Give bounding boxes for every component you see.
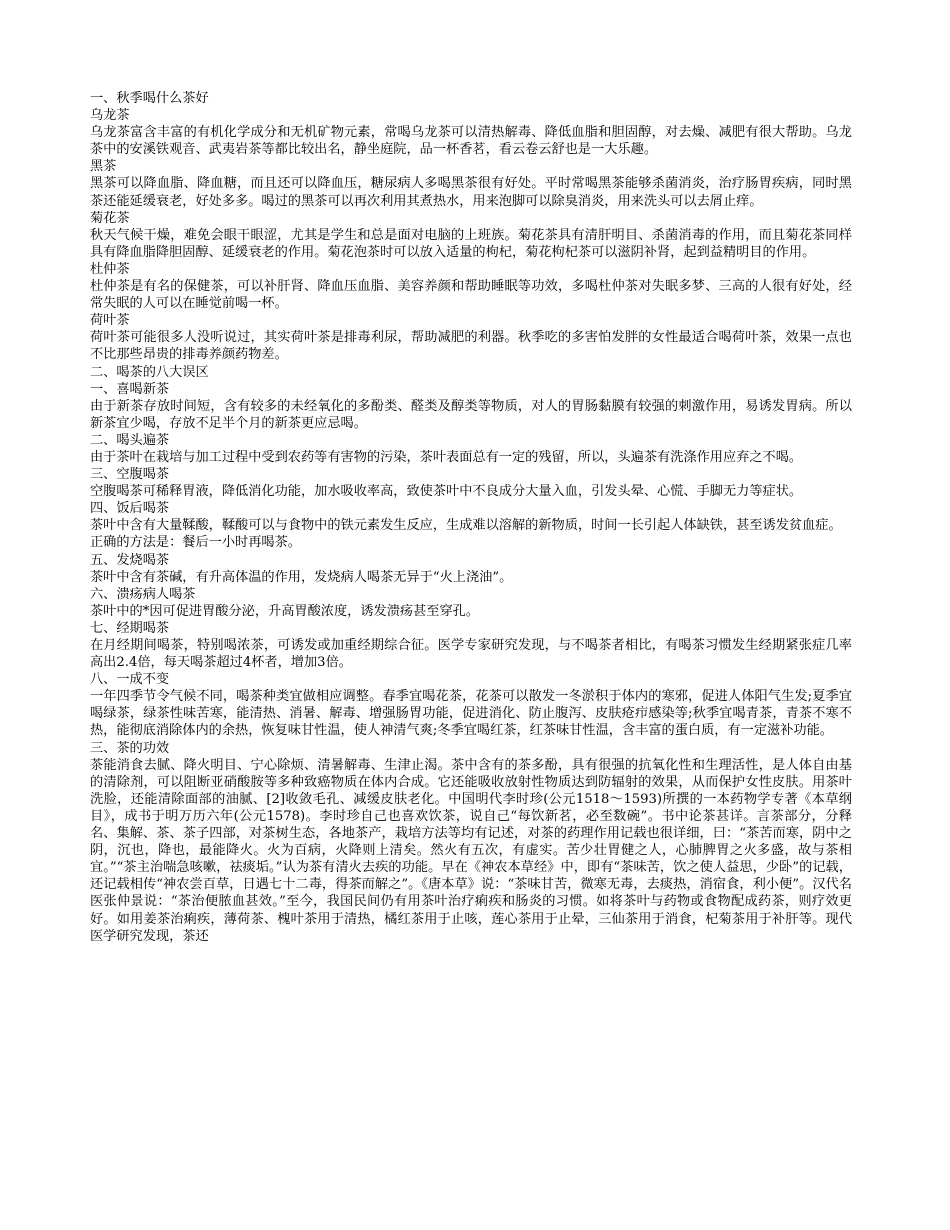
paragraph-after-meal: 茶叶中含有大量鞣酸，鞣酸可以与食物中的铁元素发生反应，生成难以溶解的新物质，时间一长引起人体缺铁，甚至诱发贫血症。: [90, 518, 842, 534]
paragraph-empty-stomach: 空腹喝茶可稀释胃液，降低消化功能，加水吸收率高，致使茶叶中不良成分大量入血，引发头晕、心慌、手脚无力等症状。: [90, 484, 803, 500]
paragraph-fever: 茶叶中含有茶碱，有升高体温的作用，发烧病人喝茶无异于“火上浇油”。: [90, 569, 513, 585]
paragraph-lotus-leaf-tea: 荷叶茶可能很多人没听说过，其实荷叶茶是排毒利尿，帮助减肥的利器。秋季吃的多害怕发胖的女性最适合喝荷叶茶，效果一点也不比那些昂贵的排毒养颜药物差。: [90, 330, 852, 363]
paragraph-eucommia-tea: 杜仲茶是有名的保健茶，可以补肝肾、降血压血脂、美容养颜和帮助睡眠等功效，多喝杜仲茶对失眠多梦、三高的人很有好处，经常失眠的人可以在睡觉前喝一杯。: [90, 279, 852, 312]
subheading-after-meal: 四、饭后喝茶: [90, 501, 170, 517]
section-heading-autumn-tea: 一、秋季喝什么茶好: [90, 91, 209, 106]
subheading-lotus-leaf-tea: 荷叶茶: [90, 313, 130, 329]
paragraph-chrysanthemum-tea: 秋天气候干燥，难免会眼干眼涩，尤其是学生和总是面对电脑的上班族。菊花茶具有清肝明目、杀菌消毒的作用，而且菊花茶同样具有降血脂降胆固醇、延缓衰老的作用。菊花泡茶时可以放入适量的枸杞，菊花枸杞茶可以滋阴补肾，起到益精明目的作用。: [90, 227, 852, 260]
subheading-empty-stomach: 三、空腹喝茶: [90, 467, 170, 483]
paragraph-ulcer: 茶叶中的*因可促进胃酸分泌，升高胃酸浓度，诱发溃疡甚至穿孔。: [90, 603, 480, 619]
subheading-oolong-tea: 乌龙茶: [90, 108, 130, 124]
section-heading-benefits: 三、茶的功效: [90, 740, 170, 756]
subheading-menstrual: 七、经期喝茶: [90, 620, 170, 636]
paragraph-first-brew: 由于茶叶在栽培与加工过程中受到农药等有害物的污染，茶叶表面总有一定的残留，所以，头遍茶有洗涤作用应弃之不喝。: [90, 449, 803, 465]
paragraph-benefits: 茶能消食去腻、降火明目、宁心除烦、清暑解毒、生津止渴。茶中含有的茶多酚，具有很强的抗氧化性和生理活性，是人体自由基的清除剂，可以阻断亚硝酸胺等多种致癌物质在体内合成。它还能吸收放射性物质达到防辐射的效果，从而保护女性皮肤。用茶叶洗脸，还能清除面部的油腻、[2]收敛毛孔、减缓皮肤老化。中国明代李时珍(公元1518～1593)所撰的一本药物学专著《本草纲目》，成书于明万历六年(公元1578)。李时珍自己也喜欢饮茶，说自己“每饮新茗，必至数碗”。书中论茶甚详。言茶部分，分释名、集解、茶、茶子四部，对茶树生态，各地茶产，栽培方法等均有记述，对茶的药理作用记载也很详细，曰：“茶苦而寒，阴中之阴，沉也，降也，最能降火。火为百病，火降则上清矣。然火有五次，有虚实。苦少壮胃健之人，心肺脾胃之火多盛，故与茶相宜。”“茶主治喘急咳嗽，祛痰垢。”认为茶有清火去疾的功能。早在《神农本草经》中，即有“茶味苦，饮之使人益思，少卧”的记载，还记载相传“神农尝百草，日遇七十二毒，得茶而解之”。《唐本草》说：“茶味甘苦，微寒无毒，去痰热，消宿食，利小便”。汉代名医张仲景说：“茶治便脓血甚效。”至今，我国民间仍有用茶叶治疗痢疾和肠炎的习惯。如将茶叶与药物或食物配成药茶，则疗效更好。如用姜茶治痢疾，薄荷茶、槐叶茶用于清热，橘红茶用于止咳，莲心茶用于止晕，三仙茶用于消食，杞菊茶用于补肝等。现代医学研究发现，茶还: [90, 757, 852, 944]
subheading-fever: 五、发烧喝茶: [90, 552, 170, 568]
paragraph-oolong-tea: 乌龙茶富含丰富的有机化学成分和无机矿物元素，常喝乌龙茶可以清热解毒、降低血脂和胆固醇，对去燥、减肥有很大帮助。乌龙茶中的安溪铁观音、武夷岩茶等都比较出名，静坐庭院，品一杯香茗，看云卷云舒也是一大乐趣。: [90, 125, 852, 158]
paragraph-correct-method: 正确的方法是：餐后一小时再喝茶。: [90, 535, 301, 551]
subheading-chrysanthemum-tea: 菊花茶: [90, 210, 130, 226]
section-heading-misconceptions: 二、喝茶的八大误区: [90, 364, 209, 380]
paragraph-menstrual: 在月经期间喝茶，特别喝浓茶，可诱发或加重经期综合征。医学专家研究发现，与不喝茶者相比，有喝茶习惯发生经期紧张症几率高出2.4倍，每天喝茶超过4杯者，增加3倍。: [90, 638, 852, 671]
paragraph-new-tea: 由于新茶存放时间短，含有较多的未经氧化的多酚类、醛类及醇类等物质，对人的胃肠黏膜有较强的刺激作用，易诱发胃病。所以新茶宜少喝，存放不足半个月的新茶更应忌喝。: [90, 398, 852, 431]
document-body: [90, 90, 852, 945]
subheading-dark-tea: 黑茶: [90, 159, 117, 175]
subheading-eucommia-tea: 杜仲茶: [90, 261, 130, 277]
subheading-first-brew: 二、喝头遍茶: [90, 432, 170, 448]
paragraph-unchanging: 一年四季节令气候不同，喝茶种类宜做相应调整。春季宜喝花茶，花茶可以散发一冬淤积于体内的寒邪，促进人体阳气生发;夏季宜喝绿茶，绿茶性味苦寒，能清热、消暑、解毒、增强肠胃功能，促进消化、防止腹泻、皮肤疮疖感染等;秋季宜喝青茶，青茶不寒不热，能彻底消除体内的余热，恢复味甘性温，使人神清气爽;冬季宜喝红茶，红茶味甘性温，含丰富的蛋白质，有一定滋补功能。: [90, 689, 852, 739]
subheading-ulcer: 六、溃疡病人喝茶: [90, 586, 196, 602]
subheading-unchanging: 八、一成不变: [90, 672, 170, 688]
subheading-new-tea: 一、喜喝新茶: [90, 381, 170, 397]
paragraph-dark-tea: 黑茶可以降血脂、降血糖，而且还可以降血压，糖尿病人多喝黑茶很有好处。平时常喝黑茶能够杀菌消炎，治疗肠胃疾病，同时黑茶还能延缓衰老，好处多多。喝过的黑茶可以再次利用其煮热水，用来泡脚可以除臭消炎，用来洗头可以去屑止痒。: [90, 176, 852, 209]
